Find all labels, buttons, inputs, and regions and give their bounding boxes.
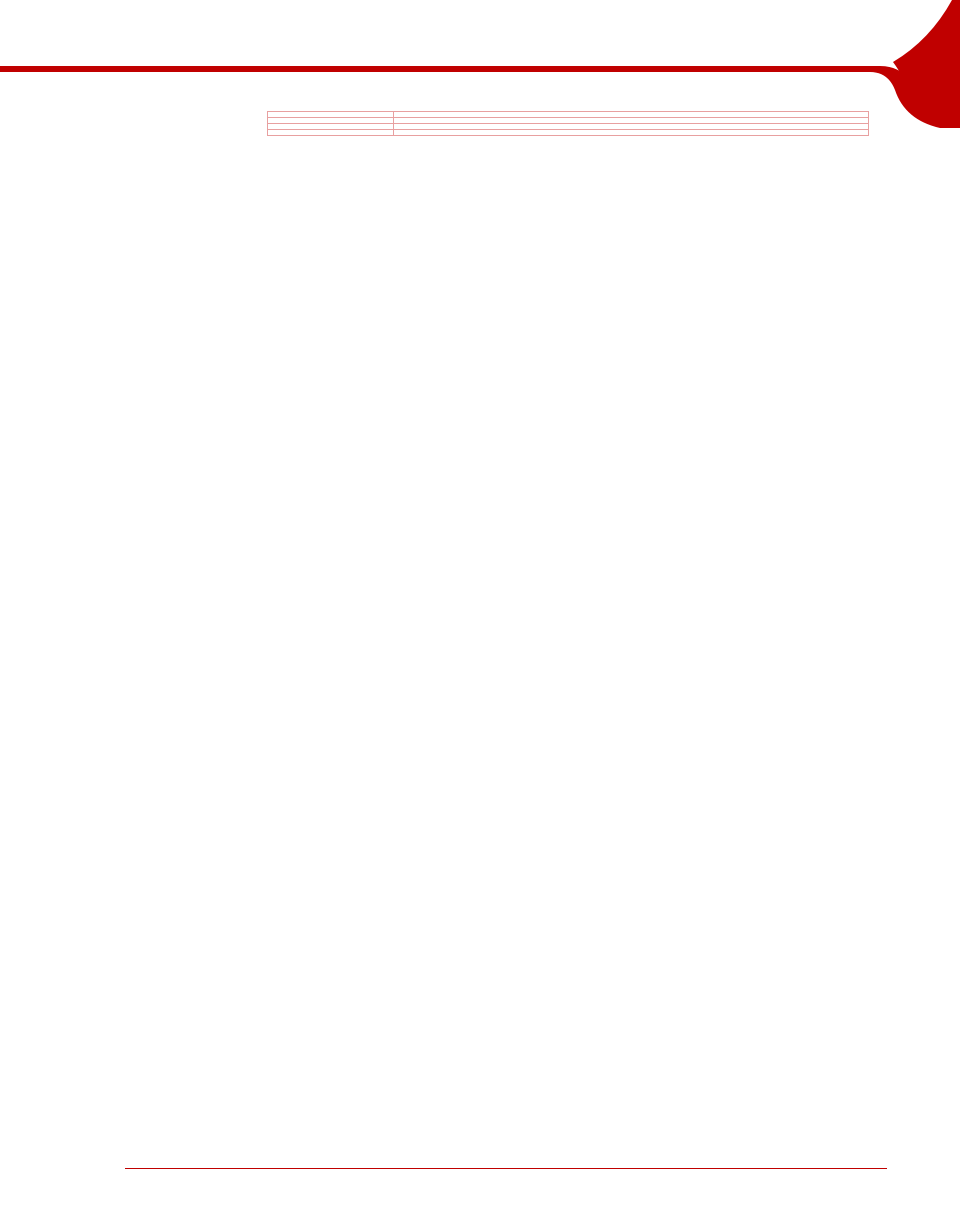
row-description [394,130,869,136]
nero-logo [126,1180,210,1206]
footer-rule [125,1168,887,1169]
options-table [267,111,869,136]
table-row-ovrigt [268,130,869,136]
row-label [268,130,394,136]
section-heading [125,598,181,622]
